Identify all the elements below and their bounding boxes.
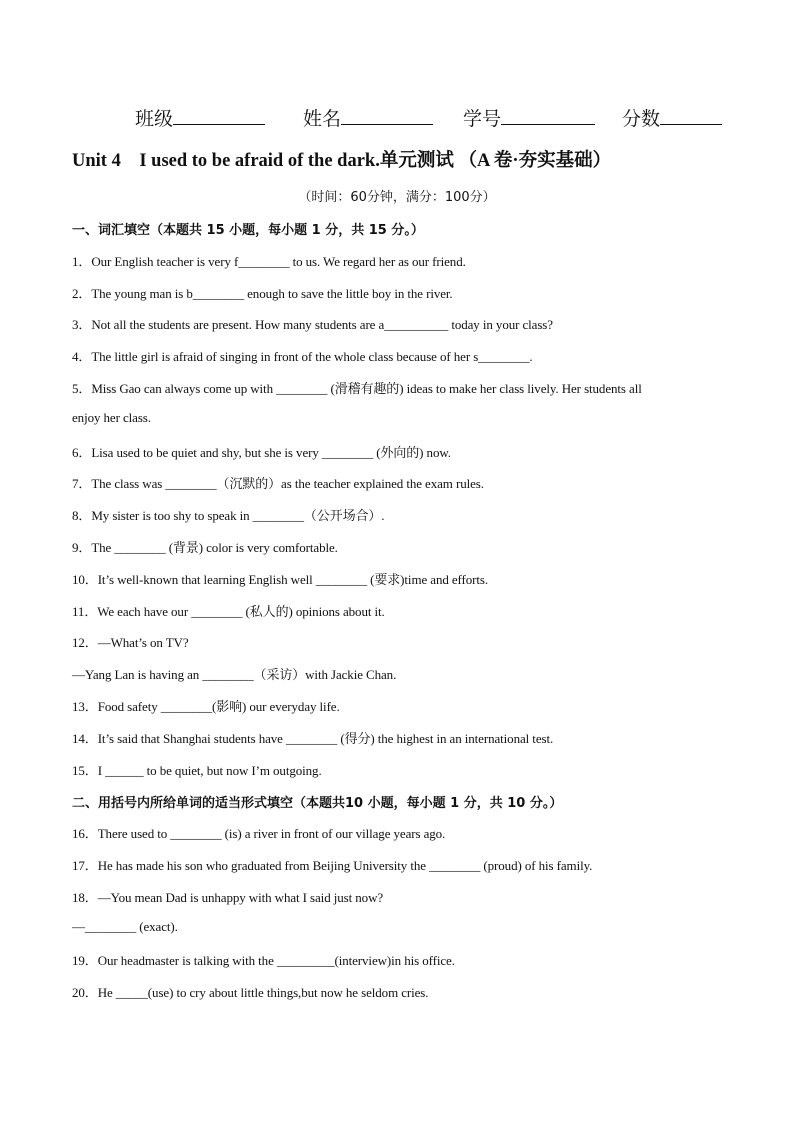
question-number: 18． (72, 890, 98, 905)
name-blank[interactable] (341, 106, 433, 125)
student-info-header (0, 104, 794, 134)
question-text: —You mean Dad is unhappy with what I said just now? (97, 890, 384, 905)
question-number: 7． (72, 476, 92, 491)
question-line (72, 855, 592, 874)
question-line-continued (72, 410, 151, 426)
question-line (72, 601, 385, 620)
time-score-info: （时间：60分钟，满分：100分） (298, 190, 496, 205)
page-title: Unit 4 I used to be afraid of the dark.单元测试 （A 卷·夯实基础） (72, 151, 612, 171)
question-line (72, 442, 451, 461)
question-number: 2． (72, 286, 92, 301)
question-number: 10． (72, 572, 98, 587)
section-heading-word-forms: 二、用括号内所给单词的适当形式填空（本题共10 小题，每小题 1 分，共 10 分。） (72, 796, 563, 811)
question-number: 19． (72, 953, 98, 968)
question-number: 4． (72, 349, 92, 364)
question-text: It’s said that Shanghai students have ________ (得分) the highest in an international test. (97, 731, 554, 746)
question-line (72, 887, 383, 906)
question-line (72, 505, 384, 524)
question-text: The ________ (背景) color is very comfortable. (91, 540, 338, 555)
student-id-blank[interactable] (501, 106, 595, 125)
score-blank[interactable] (660, 106, 722, 125)
name-field (303, 104, 433, 131)
question-number: 5． (72, 381, 92, 396)
question-text: My sister is too shy to speak in ________（公开场合）. (91, 508, 385, 523)
student-id-label: 学号 (463, 108, 502, 130)
question-line (72, 696, 340, 715)
question-line (72, 632, 189, 651)
question-line (72, 473, 484, 492)
question-text: I ______ to be quiet, but now I’m outgoing. (97, 763, 322, 778)
question-text: The young man is b________ enough to save the little boy in the river. (91, 286, 453, 301)
question-text: There used to ________ (is) a river in front of our village years ago. (97, 826, 446, 841)
section-heading-vocabulary: 一、词汇填空（本题共 15 小题，每小题 1 分，共 15 分。） (72, 223, 424, 238)
score-label: 分数 (622, 108, 661, 130)
question-text: Our headmaster is talking with the _________(interview)in his office. (97, 953, 455, 968)
question-text: —What’s on TV? (97, 635, 189, 650)
question-line-continued (72, 664, 396, 683)
class-field (135, 104, 265, 131)
question-text: He _____(use) to cry about little things,but now he seldom cries. (97, 985, 429, 1000)
question-text: The class was ________（沉默的）as the teacher explained the exam rules. (91, 476, 484, 491)
question-number: 13． (72, 699, 98, 714)
question-text: It’s well-known that learning English well ________ (要求)time and efforts. (97, 572, 489, 587)
question-number: 20． (72, 985, 98, 1000)
question-line (72, 537, 338, 556)
question-number: 11． (72, 604, 98, 619)
question-number: 1． (72, 254, 92, 269)
question-line (72, 283, 453, 302)
question-line (72, 378, 642, 397)
question-number: 17． (72, 858, 98, 873)
question-text: Miss Gao can always come up with ________ (滑稽有趣的) ideas to make her class lively. Her students all (91, 381, 642, 396)
question-text: —________ (exact). (72, 919, 178, 934)
question-line-continued (72, 919, 178, 935)
class-blank[interactable] (173, 106, 265, 125)
question-text: enjoy her class. (72, 410, 151, 425)
question-number: 12． (72, 635, 98, 650)
question-number: 6． (72, 445, 92, 460)
question-text: The little girl is afraid of singing in front of the whole class because of her s________. (91, 349, 533, 364)
class-label: 班级 (135, 108, 174, 130)
question-line (72, 823, 445, 842)
question-line (72, 982, 428, 1001)
question-text: Our English teacher is very f________ to us. We regard her as our friend. (91, 254, 466, 269)
question-line (72, 950, 455, 969)
question-number: 16． (72, 826, 98, 841)
question-line (72, 569, 488, 588)
question-line (72, 760, 322, 779)
question-text: He has made his son who graduated from Beijing University the ________ (proud) of his family. (97, 858, 593, 873)
question-line (72, 251, 466, 270)
question-number: 8． (72, 508, 92, 523)
score-field (622, 104, 722, 131)
question-text: —Yang Lan is having an ________（采访）with Jackie Chan. (72, 667, 397, 682)
name-label: 姓名 (303, 108, 342, 130)
question-line (72, 314, 553, 333)
question-line (72, 728, 553, 747)
question-number: 15． (72, 763, 98, 778)
question-number: 14． (72, 731, 98, 746)
question-text: Lisa used to be quiet and shy, but she is very ________ (外向的) now. (91, 445, 451, 460)
question-text: We each have our ________ (私人的) opinions about it. (97, 604, 385, 619)
question-text: Food safety ________(影响) our everyday life. (97, 699, 340, 714)
question-number: 9． (72, 540, 92, 555)
question-text: Not all the students are present. How many students are a__________ today in your class? (91, 317, 553, 332)
student-id-field (463, 104, 595, 131)
question-number: 3． (72, 317, 92, 332)
question-line (72, 346, 533, 365)
